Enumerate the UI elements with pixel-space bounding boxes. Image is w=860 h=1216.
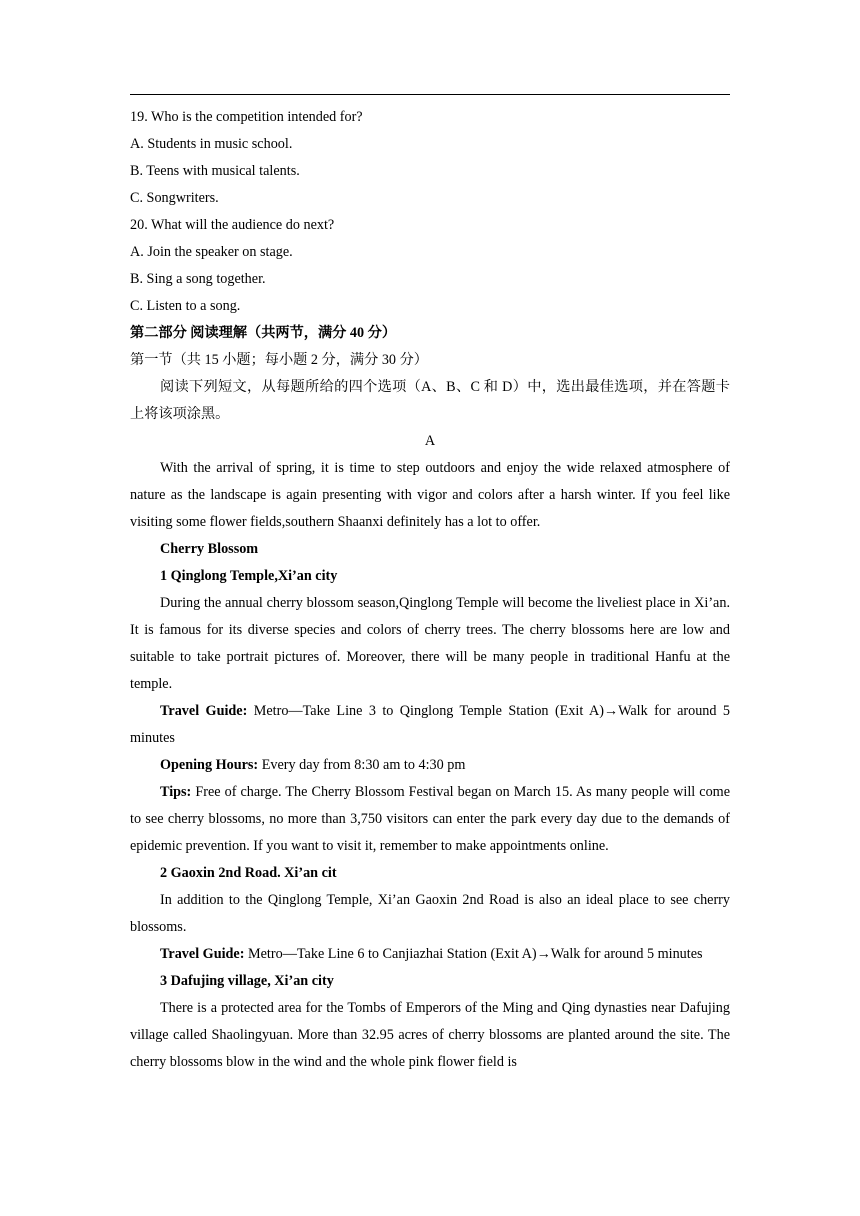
travel-guide-text: Metro—Take Line 6 to Canjiazhai Station (Exit A)→Walk for around 5 minutes	[244, 946, 703, 962]
place2-title: 2 Gaoxin 2nd Road. Xi’an cit	[160, 865, 337, 881]
document-page	[130, 104, 730, 1076]
q20-option-b: B. Sing a song together.	[130, 271, 266, 287]
tips-label: Tips:	[160, 784, 192, 800]
question-19: 19. Who is the competition intended for?	[130, 109, 363, 125]
place1-description: During the annual cherry blossom season,Qinglong Temple will become the liveliest place in Xi’an. It is famous for its diverse species and colors of cherry trees. The cherry blossoms here are low and suitable to take portrait pictures of. Moreover, there will be many people in traditional Hanfu at the temple.	[130, 595, 730, 692]
place1-tips	[130, 779, 730, 860]
q20-option-a: A. Join the speaker on stage.	[130, 244, 293, 260]
place1-opening-hours	[130, 752, 730, 779]
place2-description: In addition to the Qinglong Temple, Xi’an Gaoxin 2nd Road is also an ideal place to see cherry blossoms.	[130, 892, 730, 935]
q19-option-b: B. Teens with musical talents.	[130, 163, 300, 179]
place1-title: 1 Qinglong Temple,Xi’an city	[160, 568, 338, 584]
q20-option-c: C. Listen to a song.	[130, 298, 241, 314]
travel-guide-text: Metro—Take Line 3 to Qinglong Temple Station (Exit A)→Walk for around 5 minutes	[130, 703, 730, 746]
opening-hours-label: Opening Hours:	[160, 757, 259, 773]
passage-intro: With the arrival of spring, it is time to step outdoors and enjoy the wide relaxed atmosphere of nature as the landscape is again presenting with vigor and colors after a harsh winter. If you feel like visiting some flower fields,southern Shaanxi definitely has a lot to offer.	[130, 460, 730, 530]
instructions: 阅读下列短文，从每题所给的四个选项（A、B、C 和 D）中，选出最佳选项，并在答题卡上将该项涂黑。	[130, 379, 730, 422]
part-heading: 第一节（共 15 小题；每小题 2 分，满分 30 分）	[130, 352, 428, 368]
tips-text: Free of charge. The Cherry Blossom Festival began on March 15. As many people will come to see cherry blossoms, no more than 3,750 visitors can enter the park every day due to the demands of epidemic prevention. If you want to visit it, remember to make appointments online.	[130, 784, 730, 854]
place2-travel-guide	[130, 941, 730, 968]
place1-travel-guide	[130, 698, 730, 752]
question-20: 20. What will the audience do next?	[130, 217, 335, 233]
section-heading: 第二部分 阅读理解（共两节，满分 40 分）	[130, 325, 397, 341]
passage-letter: A	[424, 433, 436, 449]
travel-guide-label: Travel Guide:	[160, 703, 248, 719]
place3-description: There is a protected area for the Tombs of Emperors of the Ming and Qing dynasties near Dafujing village called Shaolingyuan. More than 32.95 acres of cherry blossoms are planted around the site. The cherry blossoms blow in the wind and the whole pink flower field is	[130, 1000, 730, 1070]
category-heading: Cherry Blossom	[160, 541, 259, 557]
place3-title: 3 Dafujing village, Xi’an city	[160, 973, 334, 989]
q19-option-c: C. Songwriters.	[130, 190, 219, 206]
q19-option-a: A. Students in music school.	[130, 136, 293, 152]
travel-guide-label: Travel Guide:	[160, 946, 245, 962]
header-rule	[130, 94, 730, 95]
opening-hours-text: Every day from 8:30 am to 4:30 pm	[258, 757, 466, 773]
